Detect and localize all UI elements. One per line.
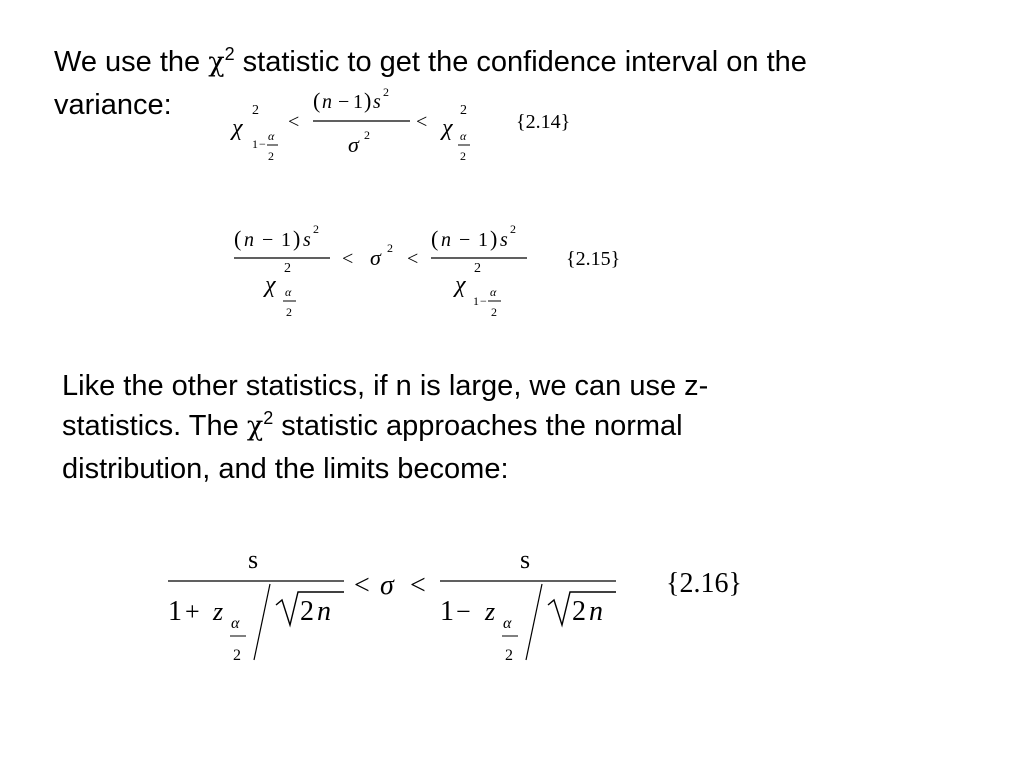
less-than: < xyxy=(354,570,370,601)
svg-text:1: 1 xyxy=(473,294,479,308)
svg-text:z: z xyxy=(213,597,224,626)
svg-text:α: α xyxy=(490,285,497,299)
svg-text:α: α xyxy=(231,615,240,632)
svg-text:2: 2 xyxy=(460,103,467,118)
svg-text:α: α xyxy=(268,129,275,143)
svg-text:): ) xyxy=(364,88,372,113)
svg-text:2: 2 xyxy=(286,305,292,319)
svg-text:n: n xyxy=(441,229,451,251)
svg-text:2: 2 xyxy=(510,222,516,236)
svg-text:s: s xyxy=(248,545,259,574)
svg-text:2: 2 xyxy=(284,261,291,276)
svg-text:2: 2 xyxy=(572,596,586,627)
svg-text:2: 2 xyxy=(313,222,319,236)
svg-text:2: 2 xyxy=(460,149,466,163)
svg-text:α: α xyxy=(285,285,292,299)
svg-text:2: 2 xyxy=(300,596,314,627)
svg-text:z: z xyxy=(485,597,496,626)
less-than: < xyxy=(288,111,300,133)
less-than: < xyxy=(416,111,428,133)
svg-text:1: 1 xyxy=(353,91,363,113)
svg-text:n: n xyxy=(244,229,254,251)
svg-text:(: ( xyxy=(431,226,439,251)
less-than: < xyxy=(342,248,354,270)
intro-line-1: We use the $\chi^2$ statistic to get the confidence interval on the xyxy=(54,44,807,78)
svg-text:σ: σ xyxy=(348,132,359,157)
svg-text:−: − xyxy=(262,229,274,251)
less-than: < xyxy=(410,570,426,601)
intro-line-2: variance: xyxy=(54,89,172,121)
body-line-2: statistics. The $\chi^2$ statistic approaches the normal xyxy=(62,408,683,442)
svg-text:1: 1 xyxy=(252,137,258,151)
svg-text:(: ( xyxy=(313,88,321,113)
svg-text:s: s xyxy=(520,545,531,574)
svg-text:2: 2 xyxy=(364,128,370,142)
svg-text:1: 1 xyxy=(168,596,182,627)
svg-text:2: 2 xyxy=(491,305,497,319)
svg-text:−: − xyxy=(480,294,487,308)
svg-text:χ: χ xyxy=(455,272,466,298)
svg-text:s: s xyxy=(373,91,381,113)
svg-text:2: 2 xyxy=(505,647,513,664)
svg-text:s: s xyxy=(500,229,508,251)
equation-number: {2.15} xyxy=(566,248,621,270)
svg-text:2: 2 xyxy=(474,261,481,276)
body-line-1: Like the other statistics, if n is large, we can use z- xyxy=(62,370,709,402)
svg-text:χ: χ xyxy=(265,272,276,298)
svg-text:α: α xyxy=(460,129,467,143)
less-than: < xyxy=(407,248,419,270)
chi-symbol: χ xyxy=(208,47,225,78)
svg-text:n: n xyxy=(322,91,332,113)
body-line-3: distribution, and the limits become: xyxy=(62,453,509,485)
svg-text:1: 1 xyxy=(281,229,291,251)
svg-text:): ) xyxy=(293,226,301,251)
equation-number: {2.14} xyxy=(516,111,571,133)
exponent: 2 xyxy=(252,103,259,118)
svg-text:n: n xyxy=(317,596,331,627)
svg-text:1: 1 xyxy=(478,229,488,251)
svg-text:σ: σ xyxy=(370,245,381,270)
svg-text:2: 2 xyxy=(387,241,393,255)
equation-number: {2.16} xyxy=(666,568,742,599)
chi-symbol: χ xyxy=(246,411,264,442)
svg-text:−: − xyxy=(459,229,471,251)
svg-text:−: − xyxy=(259,137,266,151)
svg-text:α: α xyxy=(503,615,512,632)
svg-text:−: − xyxy=(338,91,350,113)
svg-text:s: s xyxy=(303,229,311,251)
svg-text:2: 2 xyxy=(233,647,241,664)
svg-text:): ) xyxy=(490,226,498,251)
svg-text:n: n xyxy=(589,596,603,627)
svg-text:1: 1 xyxy=(440,596,454,627)
svg-text:(: ( xyxy=(234,226,242,251)
svg-text:2: 2 xyxy=(383,85,389,99)
svg-text:−: − xyxy=(456,597,471,626)
chi-symbol: χ xyxy=(232,115,243,141)
svg-text:2: 2 xyxy=(268,149,274,163)
svg-text:σ: σ xyxy=(380,570,394,601)
svg-text:+: + xyxy=(185,597,200,626)
svg-text:χ: χ xyxy=(442,115,453,141)
